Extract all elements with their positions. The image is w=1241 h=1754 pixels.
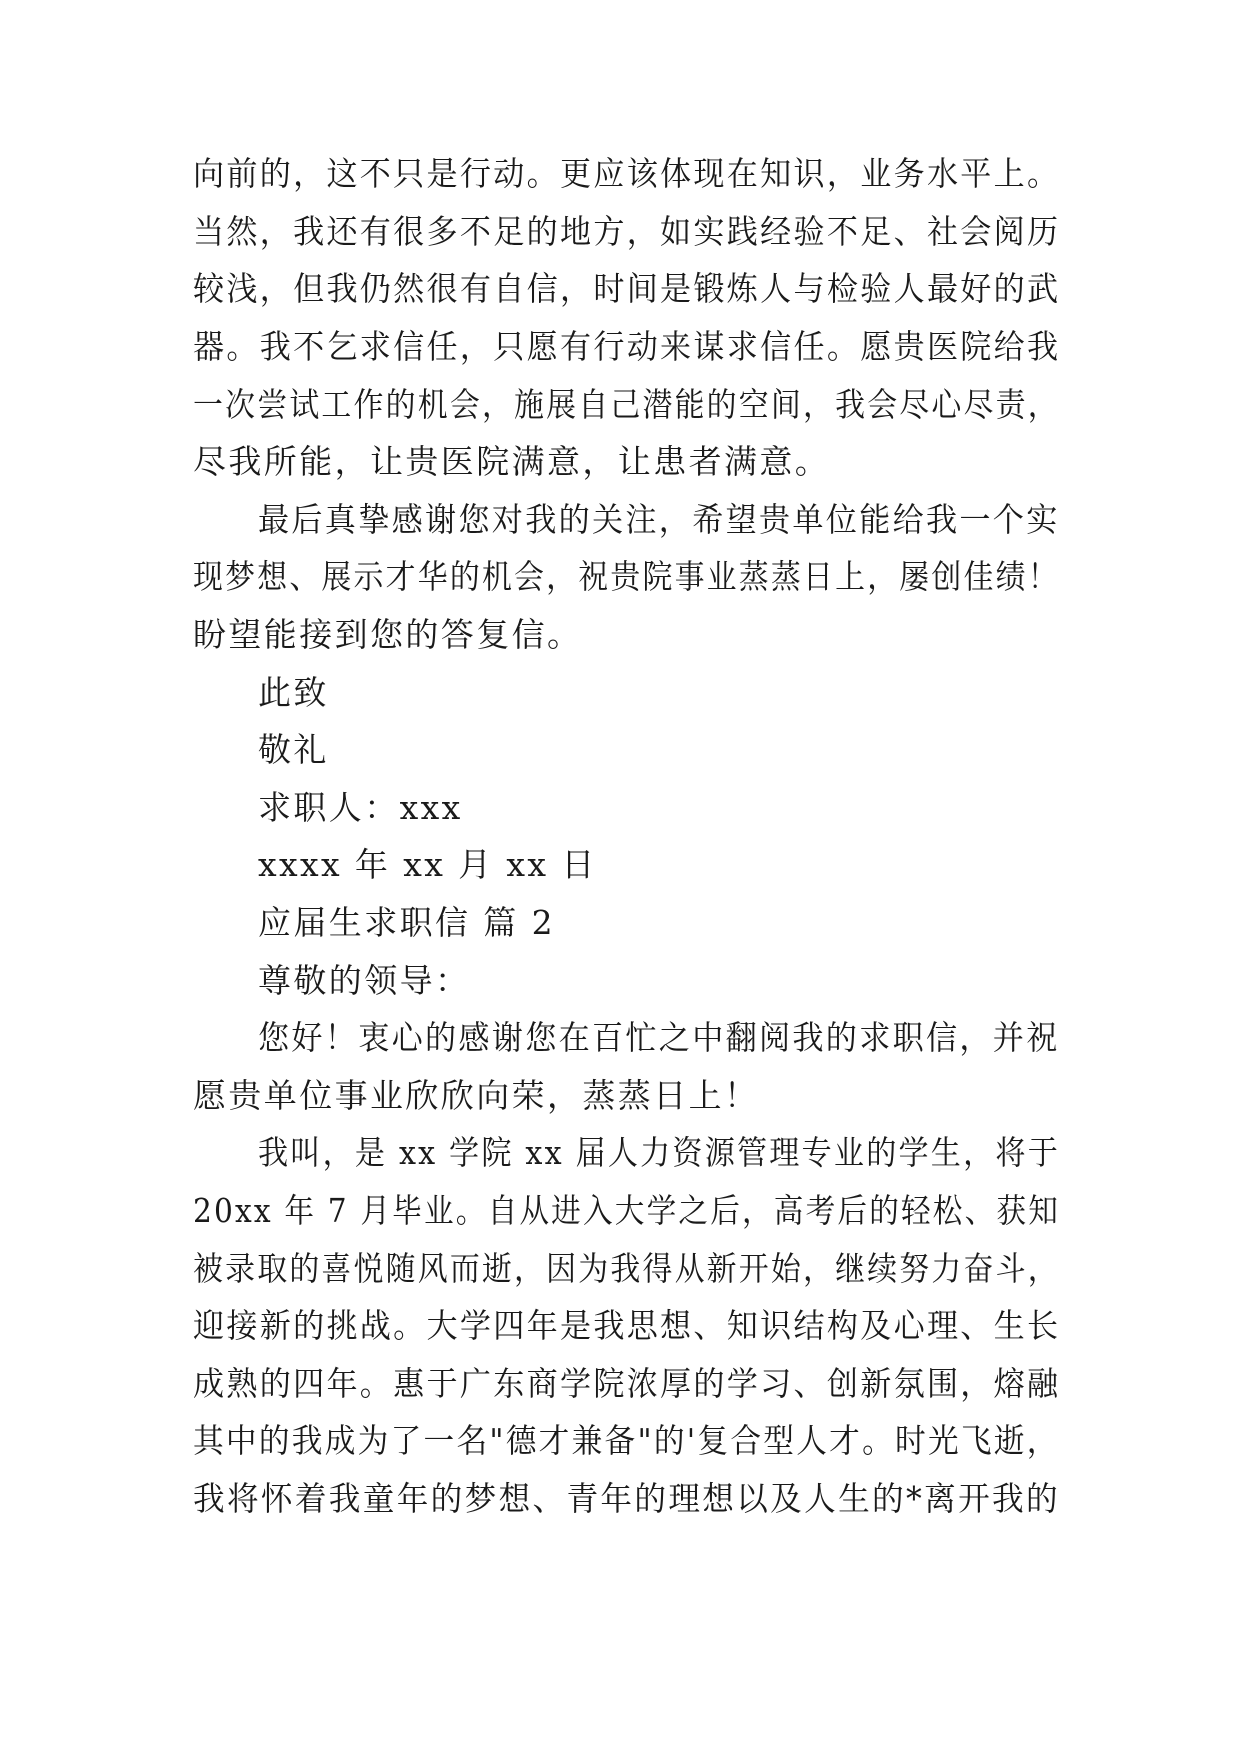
text-line: 迎接新的挑战。大学四年是我思想、知识结构及心理、生长 xyxy=(193,1306,1061,1345)
text-line: 向前的，这不只是行动。更应该体现在知识，业务水平上。 xyxy=(193,154,1061,193)
text-line: 我将怀着我童年的梦想、青年的理想以及人生的*离开我的 xyxy=(193,1479,1060,1518)
section-title: 应届生求职信 篇 2 xyxy=(258,903,555,942)
greeting: 尊敬的领导： xyxy=(258,961,471,1000)
paragraph-first-line: 最后真挚感谢您对我的关注，希望贵单位能给我一个实 xyxy=(258,500,1060,539)
date-line: xxxx 年 xx 月 xx 日 xyxy=(258,845,597,884)
text-line: 当然，我还有很多不足的地方，如实践经验不足、社会阅历 xyxy=(193,212,1061,251)
text-line: 较浅，但我仍然很有自信，时间是锻炼人与检验人最好的武 xyxy=(193,269,1061,308)
signature-line: 求职人：xxx xyxy=(258,788,463,827)
text-line: 器。我不乞求信任，只愿有行动来谋求信任。愿贵医院给我 xyxy=(193,327,1061,366)
text-line: 愿贵单位事业欣欣向荣，蒸蒸日上！ xyxy=(193,1076,760,1115)
closing-regards: 敬礼 xyxy=(258,730,329,769)
text-line: 其中的我成为了一名"德才兼备"的'复合型人才。时光飞逝， xyxy=(193,1421,1060,1460)
paragraph-first-line: 您好！衷心的感谢您在百忙之中翻阅我的求职信，并祝 xyxy=(258,1018,1060,1057)
text-line: 盼望能接到您的答复信。 xyxy=(193,615,583,654)
text-line: 一次尝试工作的机会，施展自己潜能的空间，我会尽心尽责， xyxy=(193,385,1060,424)
text-line: 20xx 年 7 月毕业。自从进入大学之后，高考后的轻松、获知 xyxy=(193,1191,1061,1230)
text-line: 成熟的四年。惠于广东商学院浓厚的学习、创新氛围，熔融 xyxy=(193,1364,1061,1403)
text-line: 被录取的喜悦随风而逝，因为我得从新开始，继续努力奋斗， xyxy=(193,1249,1060,1288)
closing-salutation: 此致 xyxy=(258,673,329,712)
text-line: 尽我所能，让贵医院满意，让患者满意。 xyxy=(193,442,831,481)
text-line: 现梦想、展示才华的机会，祝贵院事业蒸蒸日上，屡创佳绩！ xyxy=(193,557,1060,596)
paragraph-first-line: 我叫，是 xx 学院 xx 届人力资源管理专业的学生，将于 xyxy=(258,1133,1061,1172)
